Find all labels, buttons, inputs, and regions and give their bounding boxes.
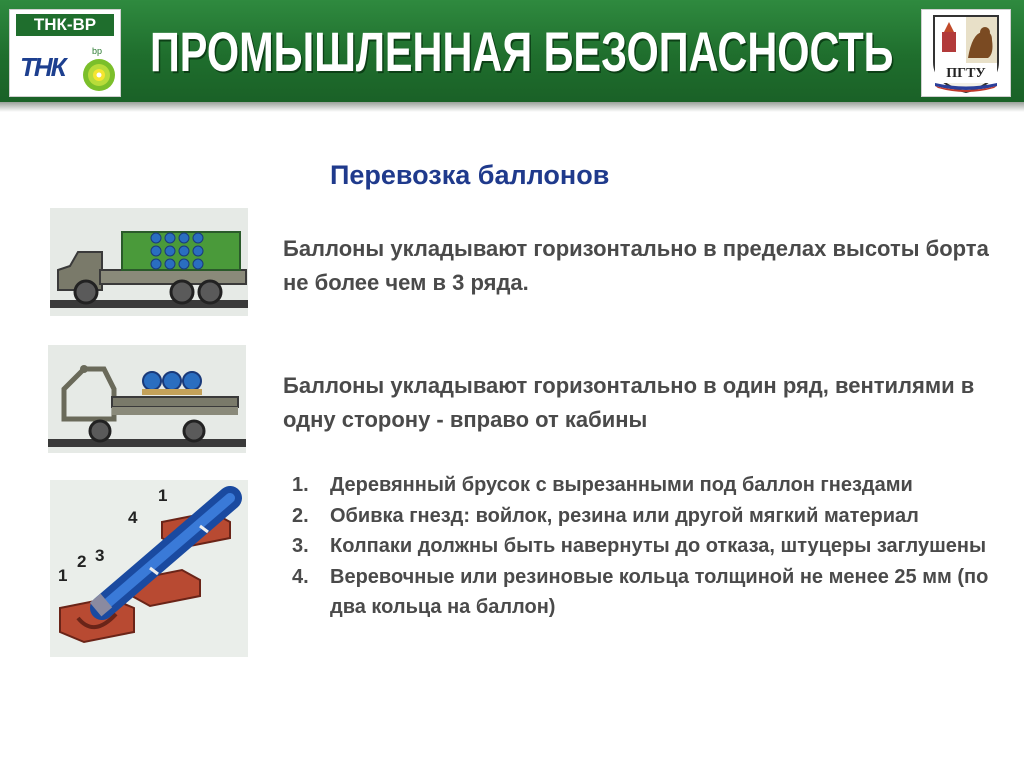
list-item-number: 2. <box>292 504 309 527</box>
header-shadow <box>0 102 1024 112</box>
list-item-number: 1. <box>292 474 309 496</box>
paragraph-rows-rule: Баллоны укладывают горизонтально в пределах высоты борта не более чем в 3 ряда. <box>283 236 989 295</box>
tnk-bp-logo-text: ТНК-BP <box>16 14 114 36</box>
list-item-number: 3. <box>292 535 309 557</box>
cart-icon <box>48 345 246 453</box>
cart-illustration <box>48 345 246 453</box>
cylinder-cradle-illustration <box>50 480 248 657</box>
list-item-text: Колпаки должны быть навернуты до отказа, штуцеры заглушены <box>330 535 987 557</box>
bp-logo-text: bp <box>92 46 103 56</box>
diagram-label-4: 4 <box>128 508 138 527</box>
diagram-label-1: 1 <box>58 566 68 585</box>
list-item <box>292 531 1012 562</box>
diagram-label-3: 3 <box>95 546 105 565</box>
list-item-text: Деревянный брусок с вырезанными под баллон гнездами <box>330 474 913 496</box>
list-item <box>292 501 1012 532</box>
diagram-label-2: 2 <box>77 552 87 571</box>
bp-helios-icon <box>82 58 116 92</box>
truck-illustration <box>50 208 248 316</box>
tnk-logo-mark: ТНК <box>20 52 65 82</box>
tnk-bp-logo <box>9 9 121 97</box>
list-item <box>292 470 1012 501</box>
list-item-text: Обивка гнезд: войлок, резина или другой мягкий материал <box>330 504 919 527</box>
paragraph-single-row-rule: Баллоны укладывают горизонтально в один ряд, вентилями в одну сторону - вправо от кабины <box>283 373 975 432</box>
list-item-text: Веревочные или резиновые кольца толщиной не менее 25 мм (по два кольца на баллон) <box>330 565 989 618</box>
pgtu-logo-text: ПГТУ <box>946 66 986 81</box>
list-item <box>292 562 1012 623</box>
page-title: ПРОМЫШЛЕННАЯ БЕЗОПАСНОСТЬ <box>150 20 894 83</box>
pgtu-emblem-icon <box>922 10 1010 96</box>
diagram-label-1-top: 1 <box>158 486 168 505</box>
requirements-list <box>292 470 1012 623</box>
pgtu-logo <box>921 9 1011 97</box>
slide-subtitle: Перевозка баллонов <box>330 160 610 190</box>
truck-icon <box>50 208 248 316</box>
list-item-number: 4. <box>292 565 309 588</box>
